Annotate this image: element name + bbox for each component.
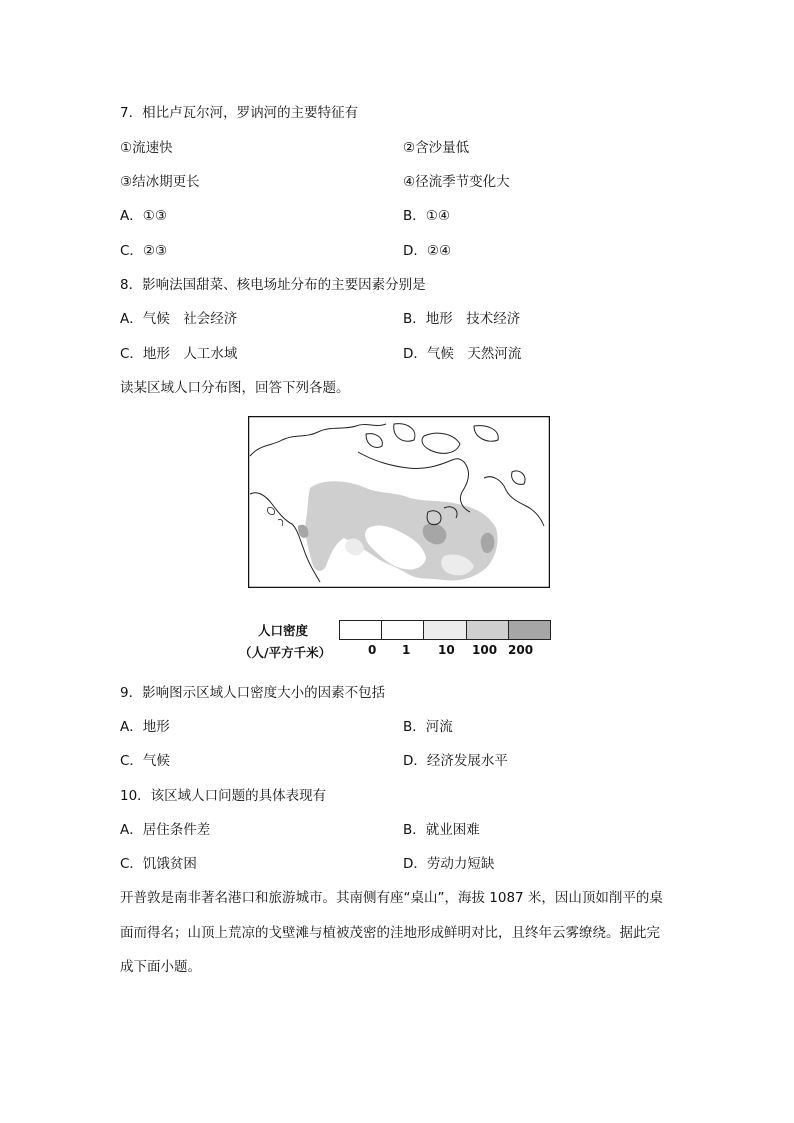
q9-option-d: D．经济发展水平 (403, 753, 508, 769)
q9-option-a: A．地形 (120, 719, 170, 735)
q9-option-c: C．气候 (120, 753, 170, 769)
q7-stem: 7．相比卢瓦尔河，罗讷河的主要特征有 (120, 105, 359, 121)
q8-option-c: C．地形 人工水域 (120, 346, 238, 362)
legend-tick: 1 (402, 643, 411, 657)
population-density-map (248, 416, 550, 588)
q8-option-d: D．气候 天然河流 (403, 346, 522, 362)
legend-swatch (467, 621, 509, 639)
q10-option-a: A．居住条件差 (120, 822, 211, 838)
q7-option-b: B．①④ (403, 208, 450, 224)
q10-stem: 10．该区域人口问题的具体表现有 (120, 788, 327, 804)
q7-option-d: D．②④ (403, 243, 452, 259)
legend-swatch (382, 621, 424, 639)
q7-item-4: ④径流季节变化大 (403, 174, 510, 190)
passage-line: 成下面小题。 (120, 959, 201, 975)
q10-option-b: B．就业困难 (403, 822, 480, 838)
legend-color-scale (339, 620, 551, 640)
q7-item-3: ③结冰期更长 (120, 174, 200, 190)
legend-tick: 100 (472, 643, 498, 657)
legend-tick: 0 (368, 643, 377, 657)
q7-item-2: ②含沙量低 (403, 140, 470, 156)
q9-option-b: B．河流 (403, 719, 453, 735)
map-intro: 读某区域人口分布图，回答下列各题。 (120, 380, 350, 396)
legend-tick: 200 (508, 643, 534, 657)
passage-line: 面而得名；山顶上荒凉的戈壁滩与植被茂密的洼地形成鲜明对比，且终年云雾缭绕。据此完 (120, 925, 660, 941)
legend-unit: （人/平方千米） (239, 645, 332, 660)
q7-option-c: C．②③ (120, 243, 168, 259)
q7-item-1: ①流速快 (120, 140, 173, 156)
legend-title: 人口密度 (258, 623, 309, 638)
q8-option-b: B．地形 技术经济 (403, 311, 521, 327)
q10-option-d: D．劳动力短缺 (403, 856, 495, 872)
legend-swatch (424, 621, 466, 639)
legend-swatch (340, 621, 382, 639)
q8-option-a: A．气候 社会经济 (120, 311, 238, 327)
q9-stem: 9．影响图示区域人口密度大小的因素不包括 (120, 685, 386, 701)
q8-stem: 8．影响法国甜菜、核电场址分布的主要因素分别是 (120, 277, 426, 293)
legend-swatch (509, 621, 550, 639)
q7-option-a: A．①③ (120, 208, 167, 224)
legend-tick: 10 (438, 643, 455, 657)
q10-option-c: C．饥饿贫困 (120, 856, 197, 872)
passage-line: 开普敦是南非著名港口和旅游城市。其南侧有座“桌山”，海拔 1087 米，因山顶如削平的桌 (120, 890, 663, 906)
